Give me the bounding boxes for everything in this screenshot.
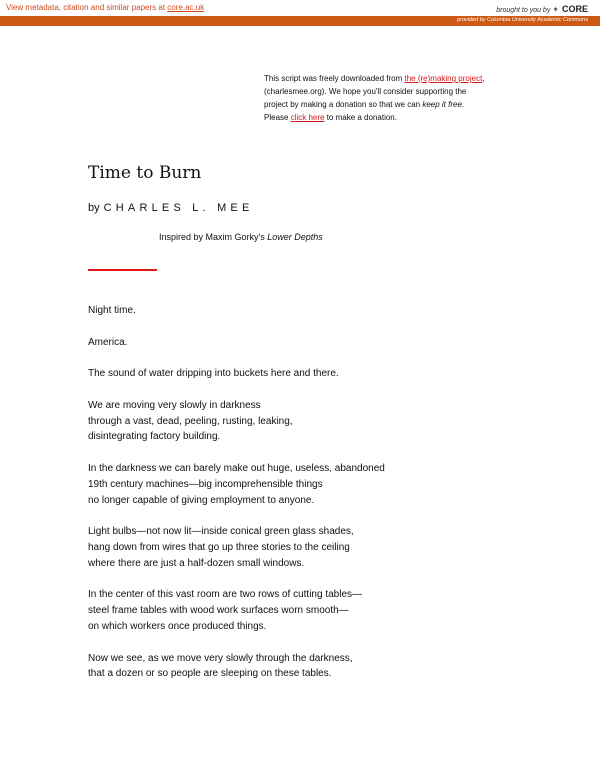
byline-by: by	[88, 202, 100, 214]
core-link[interactable]: core.ac.uk	[167, 3, 205, 12]
text-line: We are moving very slowly in darkness	[88, 399, 261, 411]
notice-line2: (charlesmee.org). We hope you'll consider supporting the	[264, 87, 467, 96]
text-line: 19th century machines—big incomprehensible things	[88, 478, 323, 490]
inspired-work: Lower Depths	[267, 232, 323, 242]
text-line: hang down from wires that go up three stories to the ceiling	[88, 541, 350, 553]
provider-bar	[0, 16, 600, 26]
text-line: The sound of water dripping into buckets here and there.	[88, 368, 339, 380]
text-line: Light bulbs—not now lit—inside conical green glass shades,	[88, 526, 354, 538]
notice-line1-suffix: ,	[482, 74, 485, 83]
paragraph	[88, 587, 528, 634]
notice-line4-prefix: Please	[264, 113, 291, 122]
paragraph	[88, 461, 528, 508]
paragraph	[88, 524, 528, 571]
text-line: Now we see, as we move very slowly through the darkness,	[88, 652, 353, 664]
inspired-by	[159, 232, 323, 242]
text-line: America.	[88, 336, 128, 348]
notice-keep-it-free: keep it free	[422, 100, 462, 109]
notice-line3-suffix: .	[461, 100, 465, 109]
text-line: Night time.	[88, 305, 136, 316]
core-metadata-link[interactable]	[6, 3, 204, 12]
text-line: In the darkness we can barely make out huge, useless, abandoned	[88, 462, 385, 474]
paragraph	[88, 303, 528, 319]
provided-by-text[interactable]: provided by Columbia University Academic Commons	[457, 17, 588, 23]
core-banner	[0, 0, 600, 16]
text-line: on which workers once produced things.	[88, 620, 267, 632]
download-notice	[264, 72, 534, 124]
text-line: through a vast, dead, peeling, rusting, leaking,	[88, 415, 293, 427]
core-link-prefix: View metadata, citation and similar papers at	[6, 3, 168, 12]
donation-link[interactable]: click here	[290, 113, 325, 122]
red-divider	[88, 269, 157, 271]
text-line: steel frame tables with wood work surfaces worn smooth—	[88, 605, 349, 617]
author-name: CHARLES L. MEE	[103, 202, 254, 214]
text-line: that a dozen or so people are sleeping on these tables.	[88, 668, 332, 680]
paragraph	[88, 651, 528, 683]
brought-by-text: brought to you by	[496, 7, 551, 14]
notice-line1-prefix: This script was freely downloaded from	[264, 74, 405, 83]
text-line: disintegrating factory building.	[88, 431, 221, 443]
core-logo[interactable]: CORE	[561, 4, 588, 14]
core-logo-icon: ✦	[552, 5, 559, 14]
inspired-prefix: Inspired by Maxim Gorky's	[159, 232, 268, 242]
text-line: In the center of this vast room are two rows of cutting tables—	[88, 589, 363, 601]
notice-line4-suffix: to make a donation.	[324, 113, 397, 122]
paragraph	[88, 398, 528, 445]
brought-to-you-by	[496, 4, 588, 14]
page-title: Time to Burn	[88, 163, 202, 183]
paragraph	[88, 366, 528, 382]
notice-line3-prefix: project by making a donation so that we can	[264, 100, 423, 109]
remaking-project-link[interactable]: the (re)making project	[404, 74, 483, 83]
text-line: where there are just a half-dozen small windows.	[88, 557, 305, 569]
script-body	[88, 303, 528, 698]
byline	[88, 202, 254, 214]
text-line: no longer capable of giving employment to anyone.	[88, 494, 315, 506]
paragraph	[88, 335, 528, 351]
